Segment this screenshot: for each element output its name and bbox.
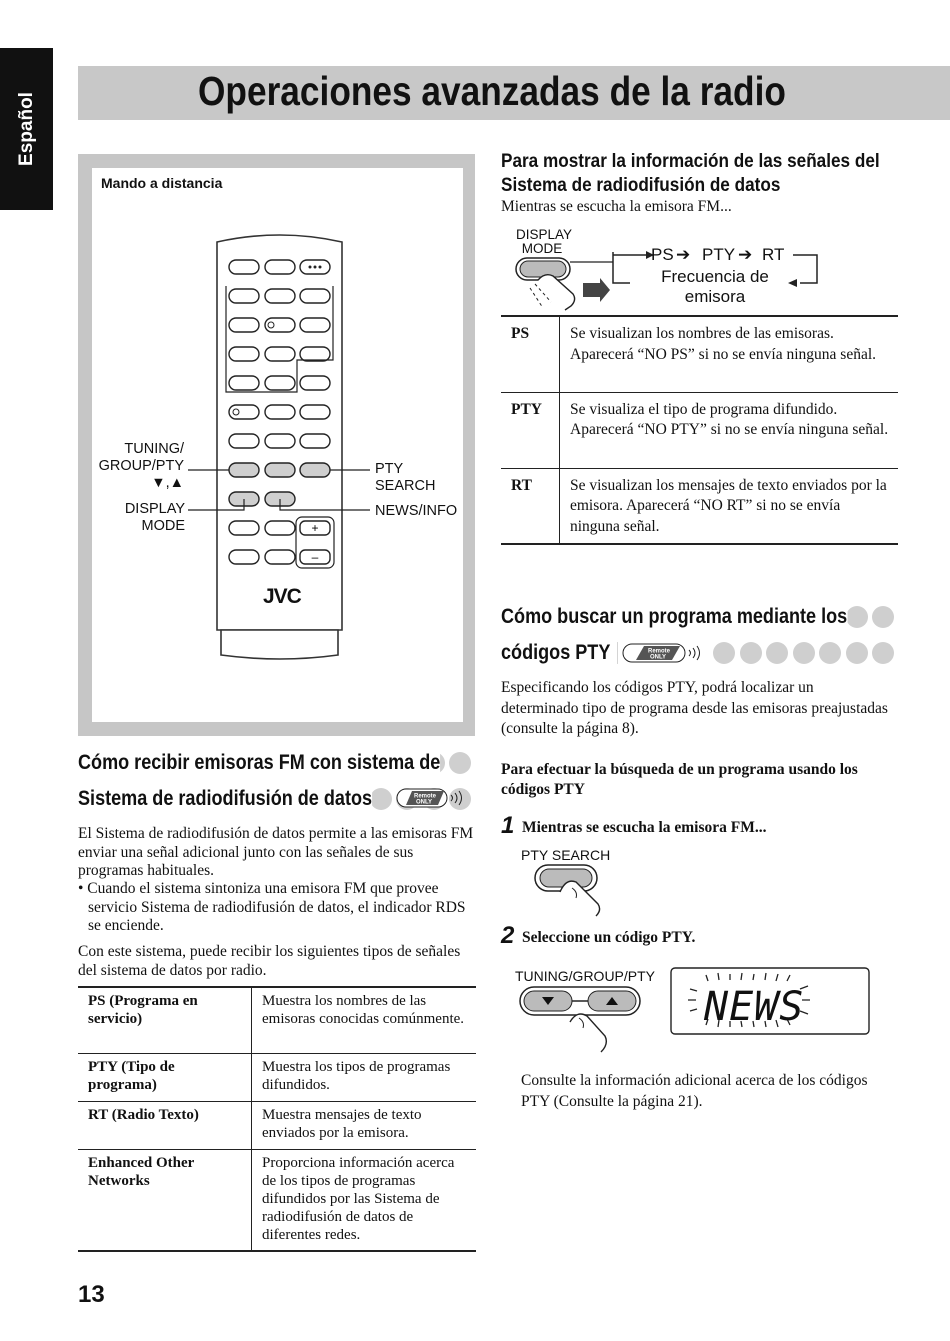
pty-intro: Especificando los códigos PTY, podrá localizar un determinado tipo de programa desde las emisoras preajustadas (consulte la página 8). (501, 679, 888, 737)
pty-search-button-illustration (530, 862, 620, 918)
page-title-bar (78, 66, 950, 120)
language-tab-label: Español (15, 92, 37, 166)
label-display: DISPLAY (124, 501, 185, 517)
label-tuning (124, 441, 184, 458)
display-heading-line1: Para mostrar la información de las señales del (501, 150, 880, 172)
badge-line2: ONLY (415, 799, 433, 806)
flow-arrow-1: ➔ (676, 245, 691, 264)
table-row (78, 1149, 476, 1251)
pty-search-label: PTY SEARCH (521, 847, 611, 863)
pty-heading-line2 (501, 641, 617, 665)
step1-text: Mientras se escucha la emisora FM... (522, 819, 767, 836)
table-desc: Muestra los nombres de las emisoras conocidas comúnmente. (252, 987, 477, 1053)
step1-number: 1 (501, 812, 515, 839)
table-row (501, 392, 898, 468)
table-desc: Muestra los tipos de programas difundidos. (252, 1053, 477, 1101)
rds-heading-text2: Sistema de radiodifusión de datos (78, 787, 373, 810)
display-mode-label2: MODE (521, 241, 563, 256)
table-term: PTY (Tipo de programa) (88, 1058, 175, 1093)
step2-number: 2 (501, 922, 515, 949)
table-desc: Se visualizan los nombres de las emisoras. Aparecerá “NO PS” si no se envía ninguna señal. (560, 316, 899, 392)
lcd-text: NEWS (704, 984, 805, 1030)
table-row (501, 316, 898, 392)
table-term: Enhanced Other Networks (88, 1154, 194, 1189)
display-heading (501, 149, 880, 197)
label-arrows: ▼,▲ (151, 475, 184, 491)
step2-text: Seleccione un código PTY. (522, 929, 696, 946)
tuning-group-pty-label: TUNING/GROUP/PTY (515, 968, 656, 984)
pty-note: Consulte la información adicional acerca de los códigos PTY (Consulte la página 21). (521, 1072, 868, 1110)
flow-arrow-2: ➔ (738, 245, 753, 264)
label-group-pty: GROUP/PTY (98, 458, 184, 474)
rds-para1: El Sistema de radiodifusión de datos permite a las emisoras FM enviar una señal adicional junto con las señales de sus programas habituales. (78, 825, 474, 879)
pty-subheading: Para efectuar la búsqueda de un programa usando los códigos PTY (501, 761, 858, 798)
table-term: RT (Radio Texto) (88, 1106, 199, 1123)
language-tab (0, 48, 53, 210)
label-search: SEARCH (375, 478, 436, 494)
tuning-buttons-illustration (515, 984, 645, 1056)
remote-only-badge (396, 786, 466, 810)
display-table (501, 315, 898, 545)
pty-heading-line1 (501, 605, 847, 629)
table-desc: Muestra mensajes de texto enviados por la emisora. (252, 1101, 477, 1149)
badge-line1: Remote (413, 793, 437, 800)
badge2-line2: ONLY (649, 654, 667, 661)
display-intro: Mientras se escucha la emisora FM... (501, 198, 732, 215)
rds-table (78, 986, 476, 1252)
page-number: 13 (78, 1281, 105, 1308)
table-row (78, 1053, 476, 1101)
table-desc: Se visualizan los mensajes de texto enviados por la emisora. Aparecerá “NO RT” si no se envía ninguna señal. (560, 468, 899, 544)
svg-text:–: – (311, 550, 319, 564)
table-term: PS (Programa en servicio) (88, 993, 198, 1027)
table-desc: Se visualiza el tipo de programa difundido. Aparecerá “NO PTY” si no se envía ninguna señal. (560, 392, 899, 468)
flow-pty: PTY (702, 245, 736, 264)
pty-heading-text1: Cómo buscar un programa mediante los (501, 605, 848, 628)
rds-heading-line2 (78, 787, 372, 811)
svg-text:+: + (311, 521, 319, 535)
remote-only-badge-2 (622, 641, 704, 665)
table-row (501, 468, 898, 544)
rds-heading-text1: Cómo recibir emisoras FM con sistema de (78, 751, 441, 774)
label-news-info: NEWS/INFO (375, 503, 458, 519)
label-mode: MODE (141, 518, 185, 534)
rds-para2: Con este sistema, puede recibir los siguientes tipos de señales del sistema de datos por radio. (78, 943, 461, 979)
lcd-display (670, 967, 870, 1035)
label-tuning-line1: TUNING/ (124, 441, 184, 457)
table-desc: Proporciona información acerca de los tipos de programas difundidos por las Sistema de radiodifusión de datos de diferentes redes. (252, 1149, 477, 1251)
remote-caption: Mando a distancia (101, 175, 223, 191)
display-mode-label1: DISPLAY (516, 227, 573, 242)
flow-rt: RT (762, 245, 785, 264)
flow-frequency (640, 267, 790, 307)
display-heading-line2: Sistema de radiodifusión de datos (501, 174, 781, 196)
badge2-line1: Remote (647, 648, 671, 655)
pty-heading-text2: códigos PTY (501, 641, 617, 664)
table-term: RT (511, 476, 532, 494)
table-row (78, 987, 476, 1053)
table-row (78, 1101, 476, 1149)
page-title: Operaciones avanzadas de la radio (198, 68, 786, 114)
table-term: PTY (511, 400, 542, 418)
label-pty: PTY (375, 461, 404, 477)
rds-heading-line1 (78, 751, 440, 775)
table-term: PS (511, 325, 530, 342)
rds-bullet: • Cuando el sistema sintoniza una emisora FM que provee servicio Sistema de radiodifusión de datos, el indicador RDS se enciende. (78, 880, 466, 934)
flow-ps: PS (651, 245, 674, 264)
flow-freq-line1: Frecuencia de (661, 267, 769, 286)
brand-logo: JVC (263, 585, 301, 608)
flow-freq-line2: emisora (684, 287, 746, 306)
